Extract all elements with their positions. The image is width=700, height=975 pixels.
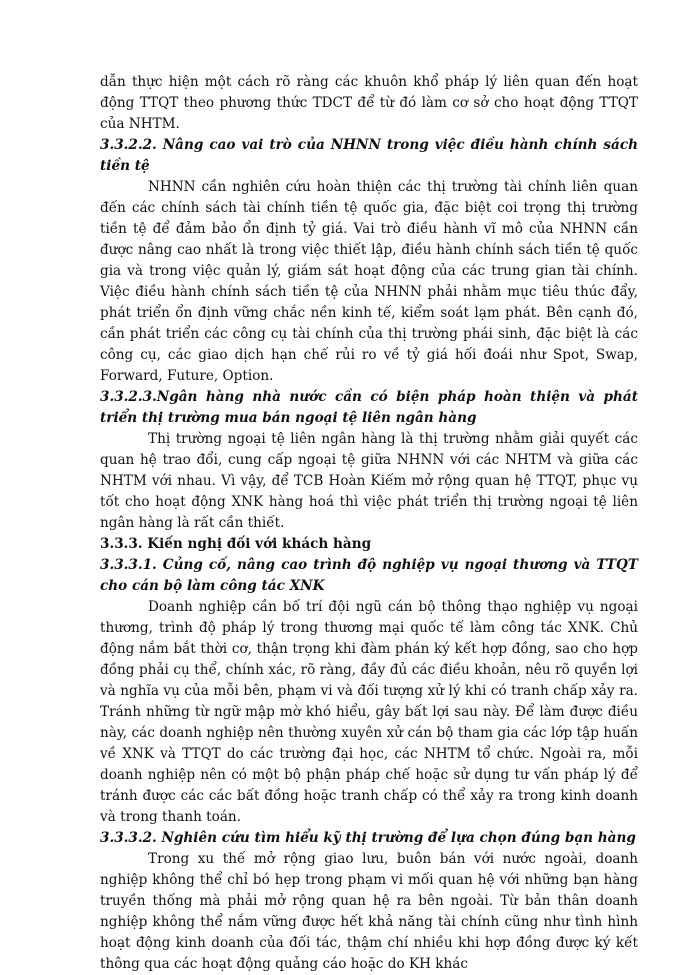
heading-3-3-3: 3.3.3. Kiến nghị đối với khách hàng bbox=[100, 536, 372, 552]
paragraph-market-research: Trong xu thế mở rộng giao lưu, buôn bán với nước ngoài, doanh nghiệp không thể chỉ bó hẹp trong phạm vi mối quan hệ với những bạn hàng truyền thống mà phải mở rộng quan hệ ra bên ngoài. Từ bản thân doanh nghiệp không thể nắm vững được hết khả năng tài chính cũng như tình hình hoạt động kinh doanh của đối tác, thậm chí nhiều khi hợp đồng được ký kết thông qua các hoạt động quảng cáo hoặc do KH khác bbox=[100, 851, 638, 972]
paragraph-interbank-market: Thị trường ngoại tệ liên ngân hàng là thị trường nhằm giải quyết các quan hệ trao đổi, cung cấp ngoại tệ giữa NHNN với các NHTM và giữa các NHTM với nhau. Vì vậy, để TCB Hoàn Kiếm mở rộng quan hệ TTQT, phục vụ tốt cho hoạt động XNK hàng hoá thì việc phát triển thị trường ngoại tệ liên ngân hàng là rất cần thiết. bbox=[100, 431, 638, 531]
heading-3-3-3-1: 3.3.3.1. Củng cố, nâng cao trình độ nghiệp vụ ngoại thương và TTQT cho cán bộ làm công tác XNK bbox=[100, 557, 638, 594]
heading-3-3-3-2: 3.3.3.2. Nghiên cứu tìm hiểu kỹ thị trường để lựa chọn đúng bạn hàng bbox=[100, 830, 636, 846]
text-column bbox=[100, 72, 638, 975]
paragraph-monetary-policy: NHNN cần nghiên cứu hoàn thiện các thị trường tài chính liên quan đến các chính sách tài chính tiền tệ quốc gia, đặc biệt coi trọng thị trường tiền tệ để đảm bảo ổn định tỷ giá. Vai trò điều hành vĩ mô của NHNN cần được nâng cao nhất là trong việc thiết lập, điều hành chính sách tiền tệ quốc gia và trong việc quản lý, giám sát hoạt động của các trung gian tài chính. Việc điều hành chính sách tiền tệ của NHNN phải nhằm mục tiêu thúc đẩy, phát triển ổn định vững chắc nền kinh tế, kiểm soát lạm phát. Bên cạnh đó, cần phát triển các công cụ tài chính của thị trường phái sinh, đặc biệt là các công cụ, các giao dịch hạn chế rủi ro về tỷ giá hối đoái như Spot, Swap, Forward, Future, Option. bbox=[100, 179, 638, 384]
heading-3-3-2-2: 3.3.2.2. Nâng cao vai trò của NHNN trong việc điều hành chính sách tiền tệ bbox=[100, 137, 638, 174]
paragraph-continuation: dẫn thực hiện một cách rõ ràng các khuôn khổ pháp lý liên quan đến hoạt động TTQT theo phương thức TDCT để từ đó làm cơ sở cho hoạt động TTQT của NHTM. bbox=[100, 74, 638, 132]
heading-3-3-2-3: 3.3.2.3.Ngân hàng nhà nước cần có biện pháp hoàn thiện và phát triển thị trường mua bán ngoại tệ liên ngân hàng bbox=[100, 389, 638, 426]
paragraph-staff-training: Doanh nghiệp cần bố trí đội ngũ cán bộ thông thạo nghiệp vụ ngoại thương, trình độ pháp lý trong thương mại quốc tế làm công tác XNK. Chủ động nắm bắt thời cơ, thận trọng khi đàm phán ký kết hợp đồng, sao cho hợp đồng phải cụ thể, chính xác, rõ ràng, đầy đủ các điều khoản, nêu rõ quyền lợi và nghĩa vụ của mỗi bên, phạm vi và đối tượng xử lý khi có tranh chấp xảy ra. Tránh những từ ngữ mập mờ khó hiểu, gây bất lợi sau này. Để làm được điều này, các doanh nghiệp nên thường xuyên xử cán bộ tham gia các lớp tập huấn về XNK và TTQT do các trường đại học, các NHTM tổ chức. Ngoài ra, mỗi doanh nghiệp nên có một bộ phận pháp chế hoặc sử dụng tư vấn pháp lý để tránh được các các bất đồng hoặc tranh chấp có thể xảy ra trong kinh doanh và trong thanh toán. bbox=[100, 599, 638, 825]
